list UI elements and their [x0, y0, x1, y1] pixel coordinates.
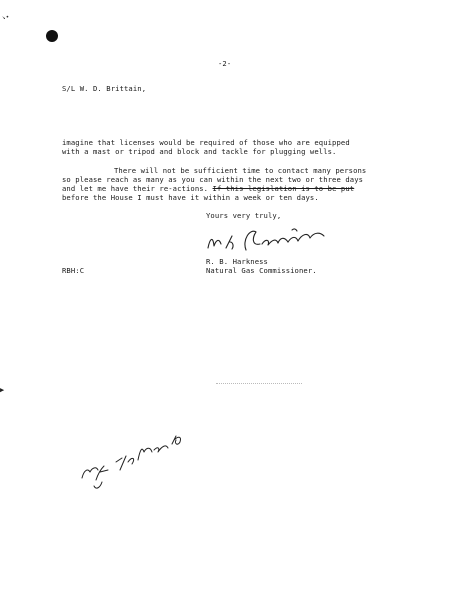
signature-graphic — [208, 229, 324, 250]
corner-mark: ↘• — [2, 14, 10, 21]
handwritten-note-graphic — [82, 436, 181, 488]
paragraph1-line2: with a mast or tripod and block and tackle for plugging wells. — [62, 147, 337, 156]
signature-title: Natural Gas Commissioner. — [206, 266, 317, 275]
salutation: S/L W. D. Brittain, — [62, 84, 147, 93]
faint-line — [216, 383, 302, 386]
paragraph2-line2: so please reach as many as you can within the next two or three days — [62, 175, 364, 184]
paragraph2-line3-plain: and let me have their re-actions. — [62, 184, 209, 193]
closing: Yours very truly, — [206, 211, 282, 220]
signature-name: R. B. Harkness — [206, 257, 268, 266]
margin-arrow-icon: ▶ — [0, 386, 5, 394]
paragraph2-line3-struck: If this legislation is to be put — [212, 184, 355, 193]
paragraph2-line4: before the House I must have it within a week or ten days. — [62, 193, 319, 202]
initials: RBH:C — [62, 266, 85, 275]
page-number: -2- — [218, 59, 232, 68]
paragraph1-line1: imagine that licenses would be required of those who are equipped — [62, 138, 350, 147]
paragraph2-line1: There will not be sufficient time to contact many persons — [114, 166, 367, 175]
